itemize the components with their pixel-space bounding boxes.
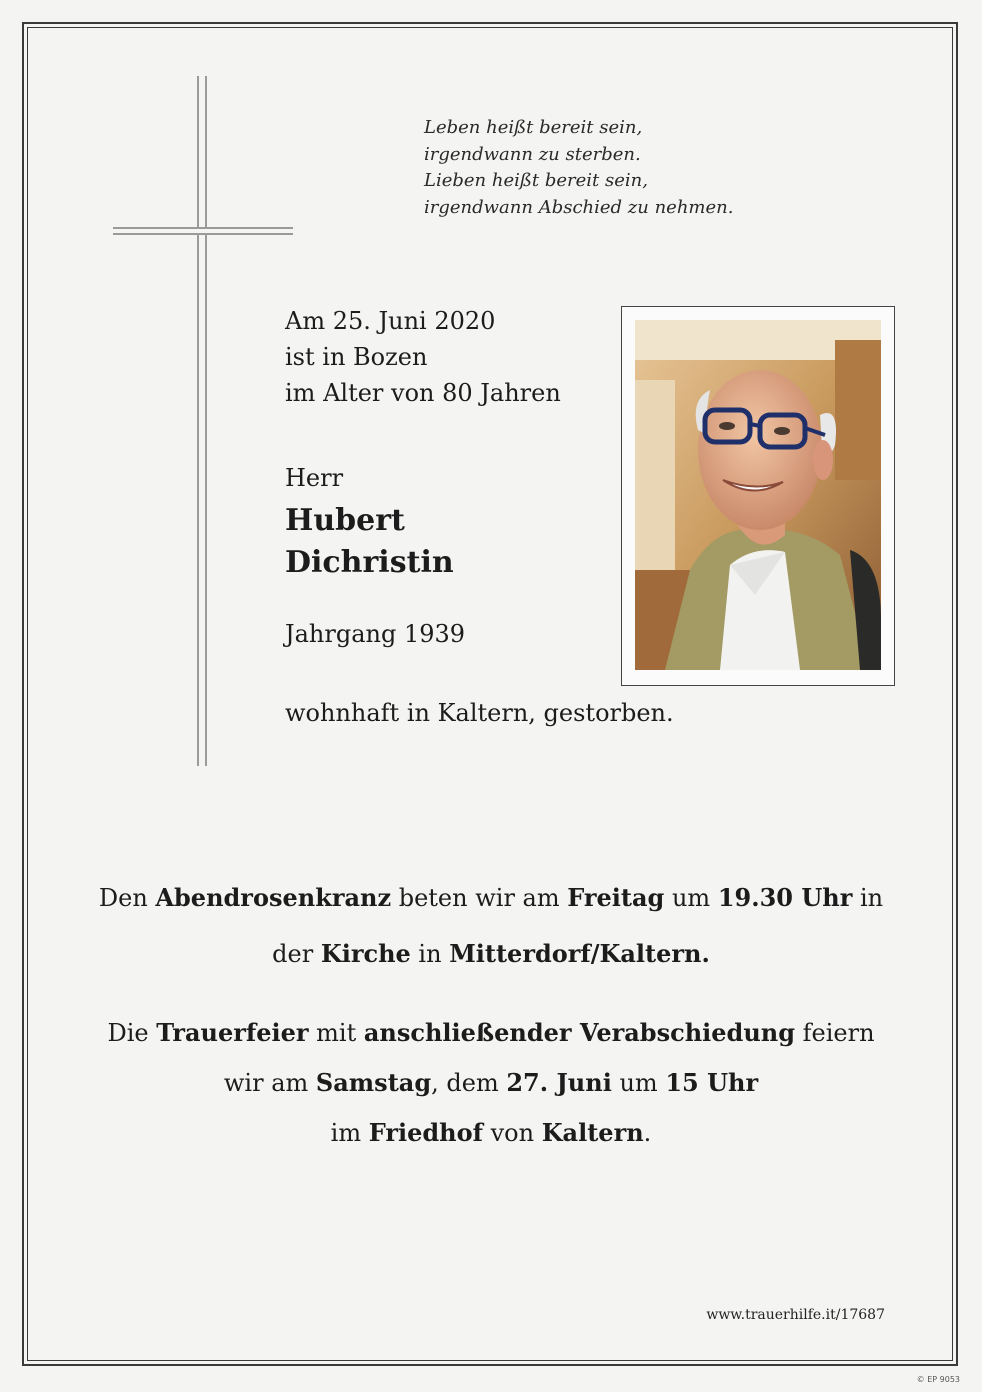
text: , dem	[431, 1069, 507, 1097]
funeral-location: Kaltern	[541, 1118, 644, 1147]
text: in	[410, 940, 450, 968]
salutation: Herr	[285, 464, 344, 492]
death-date: Am 25. Juni 2020	[285, 307, 496, 335]
portrait-photo	[635, 320, 881, 670]
cross-icon-vertical	[197, 76, 207, 766]
text: Den	[98, 884, 156, 912]
portrait-illustration	[635, 320, 881, 670]
funeral-date: 27. Juni	[506, 1068, 612, 1097]
birth-year: Jahrgang 1939	[285, 620, 466, 648]
funeral-notice	[60, 1008, 922, 1158]
funeral-time: 15 Uhr	[665, 1068, 759, 1097]
rosary-label: Abendrosenkranz	[155, 883, 392, 912]
text: beten wir am	[391, 884, 568, 912]
poem	[424, 115, 733, 221]
text: feiern	[795, 1019, 875, 1047]
print-code: © EP 9053	[916, 1375, 960, 1384]
text: um	[664, 884, 718, 912]
rosary-notice	[60, 870, 922, 982]
death-place: ist in Bozen	[285, 343, 428, 371]
rosary-day: Freitag	[567, 883, 665, 912]
text: wir am	[223, 1069, 316, 1097]
poem-line: Leben heißt bereit sein,	[424, 117, 643, 138]
farewell-label: anschließender Verabschiedung	[363, 1018, 796, 1047]
cross-icon-horizontal	[113, 227, 293, 235]
last-name: Dichristin	[285, 545, 454, 580]
text: von	[482, 1119, 542, 1147]
poem-line: irgendwann zu sterben.	[424, 143, 641, 165]
funeral-line-3	[60, 1108, 922, 1158]
text: in	[852, 884, 884, 912]
poem-line: irgendwann Abschied zu nehmen.	[424, 196, 734, 218]
text: um	[611, 1069, 666, 1097]
residence: wohnhaft in Kaltern, gestorben.	[285, 699, 674, 727]
rosary-venue: Kirche	[320, 939, 411, 968]
death-announcement	[285, 303, 561, 411]
funeral-label: Trauerfeier	[156, 1018, 309, 1047]
text: Die	[107, 1019, 157, 1047]
text: mit	[308, 1019, 364, 1047]
rosary-location: Mitterdorf/Kaltern.	[449, 939, 710, 968]
text: im	[330, 1119, 369, 1147]
funeral-venue: Friedhof	[368, 1118, 483, 1147]
rosary-line-1	[60, 870, 922, 926]
rosary-time: 19.30 Uhr	[717, 883, 853, 912]
funeral-line-1	[60, 1008, 922, 1058]
first-name: Hubert	[285, 503, 405, 538]
age-at-death: im Alter von 80 Jahren	[285, 379, 561, 407]
rosary-line-2	[60, 926, 922, 982]
poem-line: Lieben heißt bereit sein,	[424, 170, 648, 191]
funeral-day: Samstag	[315, 1068, 432, 1097]
text: .	[643, 1119, 652, 1147]
funeral-line-2	[60, 1058, 922, 1108]
deceased-name	[285, 500, 454, 584]
text: der	[272, 940, 321, 968]
website-link[interactable]: www.trauerhilfe.it/17687	[706, 1307, 885, 1323]
